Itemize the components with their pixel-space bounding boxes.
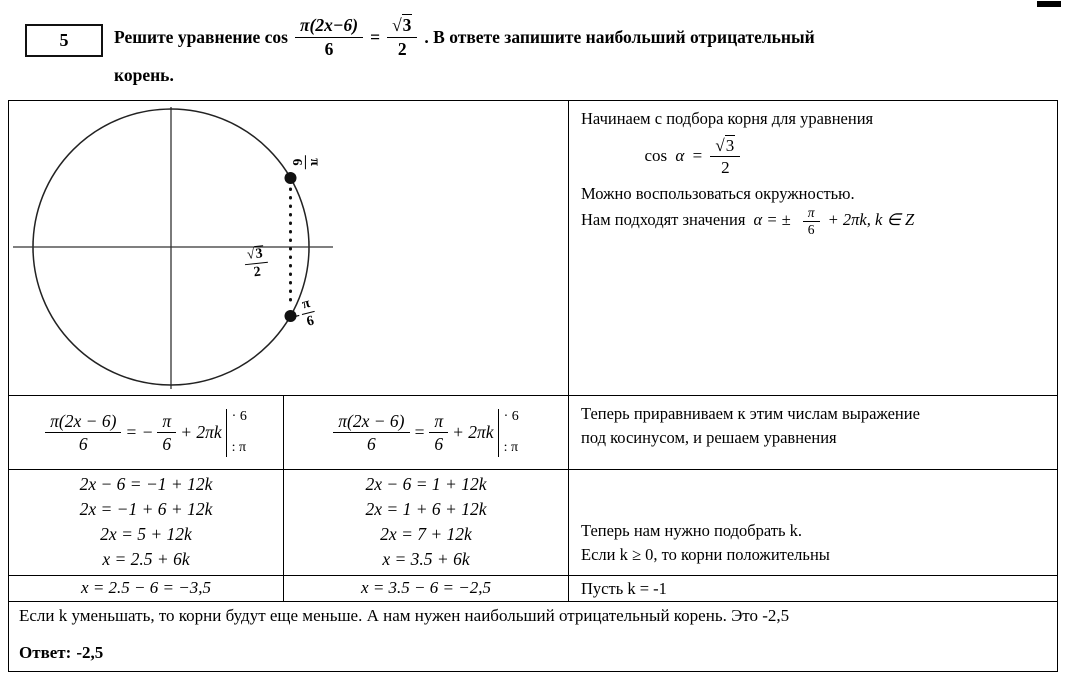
problem-number: 5 xyxy=(59,30,69,50)
cos-word: cos xyxy=(644,145,668,165)
multiply-by-6: · 6 xyxy=(503,408,519,424)
step1-line4 xyxy=(581,206,1045,237)
lhs-den: 6 xyxy=(78,434,88,454)
lhs-fraction xyxy=(295,15,363,58)
radicand: 3 xyxy=(254,246,264,262)
algebra-negative-branch xyxy=(9,470,284,575)
rhs-denominator: 2 xyxy=(397,38,407,59)
algebra-line: x = 2.5 + 6k xyxy=(102,549,190,569)
plus-2pik: + 2πk xyxy=(180,422,222,442)
sqrt3-num xyxy=(710,136,740,158)
row-conclusion xyxy=(9,601,1057,671)
problem-statement xyxy=(114,12,1064,86)
point-pi-6 xyxy=(285,172,297,184)
unit-circle-panel xyxy=(9,101,569,395)
pick-k-line1: Теперь нам нужно подобрать k. xyxy=(581,521,803,541)
rhs-den: 6 xyxy=(434,434,444,454)
k-equals-minus-1-note: Пусть k = -1 xyxy=(581,579,667,598)
sqrt-sign: √ xyxy=(392,15,402,36)
radicand: 3 xyxy=(402,15,412,36)
algebra-line: 2x − 6 = 1 + 12k xyxy=(365,474,487,494)
answer-label: Ответ: xyxy=(19,643,72,662)
lhs-fraction xyxy=(333,411,409,454)
equation-negative-branch xyxy=(9,396,284,469)
algebra-positive-branch xyxy=(284,470,569,575)
pick-k-note xyxy=(569,470,1057,575)
rhs-fraction xyxy=(429,411,448,454)
row-results xyxy=(9,575,1057,601)
equation-positive-branch xyxy=(284,396,569,469)
problem-line-2: корень. xyxy=(114,65,174,85)
line4-text: Нам подходят значения xyxy=(581,210,746,230)
pi-6-den: 6 xyxy=(288,158,304,166)
algebra-line: 2x = 7 + 12k xyxy=(380,524,472,544)
algebra-line: 2x = 5 + 12k xyxy=(100,524,192,544)
sqrt-sign: √ xyxy=(246,247,256,263)
inline-pi-6-num: π xyxy=(803,206,820,222)
row-equations xyxy=(9,395,1057,469)
minus-pi-6-den: 6 xyxy=(305,313,316,330)
step1-line3: Можно воспользоваться окружностью. xyxy=(581,184,855,204)
final-answer xyxy=(9,643,1057,671)
multiply-by-6: · 6 xyxy=(231,408,247,424)
minus-pi-6-num: π xyxy=(298,295,315,315)
sqrt3-den: 2 xyxy=(721,158,730,178)
lhs-denominator: 6 xyxy=(324,38,334,59)
solution-table xyxy=(8,100,1058,672)
alpha-symbol: α xyxy=(675,145,685,165)
equals-sign: = xyxy=(692,145,703,165)
rhs-fraction xyxy=(387,15,417,58)
side-operations xyxy=(226,409,247,457)
equals-sign: = xyxy=(413,422,426,442)
unit-circle-figure xyxy=(9,101,567,393)
pick-k-line2: Если k ≥ 0, то корни положительны xyxy=(581,545,830,565)
algebra-line: 2x = 1 + 6 + 12k xyxy=(365,499,487,519)
divide-by-pi: : π xyxy=(231,440,247,456)
sqrt3-den: 2 xyxy=(252,264,262,281)
conclusion-text: Если k уменьшать, то корни будут еще меньше. А нам нужен наибольший отрицательный корень. Это -2,5 xyxy=(19,606,790,625)
problem-line-1 xyxy=(114,12,1064,62)
minus-sign: - xyxy=(293,307,302,324)
step1-explanation xyxy=(569,101,1057,395)
cos-alpha-formula xyxy=(581,136,804,178)
line4-alpha: α = ± xyxy=(753,210,791,230)
row-circle xyxy=(9,101,1057,395)
problem-text-after: . В ответе запишите наибольший отрицательный xyxy=(424,26,815,47)
lhs-den: 6 xyxy=(367,434,376,454)
inline-pi-6-fraction xyxy=(803,206,820,237)
lhs-numerator: π(2x−6) xyxy=(295,15,363,37)
angle-label-pi-6 xyxy=(288,153,322,171)
line4-tail: + 2πk, k ∈ Z xyxy=(827,210,915,230)
step1-line1: Начинаем с подбора корня для уравнения xyxy=(581,109,874,128)
lhs-num: π(2x − 6) xyxy=(333,411,409,433)
rhs-num: π xyxy=(157,411,176,433)
scan-artifact xyxy=(1037,1,1061,7)
result-positive-branch: x = 3.5 − 6 = −2,5 xyxy=(284,576,569,601)
problem-number-box xyxy=(25,24,103,57)
equations-note xyxy=(569,396,1057,469)
pi-6-fraction xyxy=(288,155,322,169)
lhs-num: π(2x − 6) xyxy=(45,411,121,433)
result-negative-branch: x = 2.5 − 6 = −3,5 xyxy=(9,576,284,601)
equals-sign: = xyxy=(370,26,381,47)
equations-note-line2: под косинусом, и решаем уравнения xyxy=(581,427,837,447)
rhs-den: 6 xyxy=(162,434,172,454)
algebra-line: x = 3.5 + 6k xyxy=(382,549,470,569)
cos-value-label xyxy=(241,246,271,283)
plus-2pik: + 2πk xyxy=(452,422,494,442)
answer-value: -2,5 xyxy=(76,643,104,662)
algebra-line: 2x = −1 + 6 + 12k xyxy=(79,499,213,519)
sqrt3-2-fraction xyxy=(710,136,740,178)
sqrt-sign: √ xyxy=(715,135,725,155)
rhs-numerator xyxy=(387,15,417,37)
lhs-fraction xyxy=(45,411,121,454)
inline-pi-6-den: 6 xyxy=(807,222,815,238)
pi-6-num: π xyxy=(305,155,322,169)
row-algebra xyxy=(9,469,1057,575)
rhs-fraction xyxy=(157,411,176,454)
rhs-num: π xyxy=(429,411,448,433)
equations-note-line1: Теперь приравниваем к этим числам выражение xyxy=(581,404,920,423)
sqrt3-2-fraction xyxy=(243,246,269,282)
algebra-line: 2x − 6 = −1 + 12k xyxy=(79,474,213,494)
problem-text-before: Решите уравнение cos xyxy=(114,26,288,47)
equals-minus: = − xyxy=(125,422,154,442)
divide-by-pi: : π xyxy=(503,440,519,456)
side-operations xyxy=(498,409,519,457)
radicand: 3 xyxy=(725,135,735,155)
